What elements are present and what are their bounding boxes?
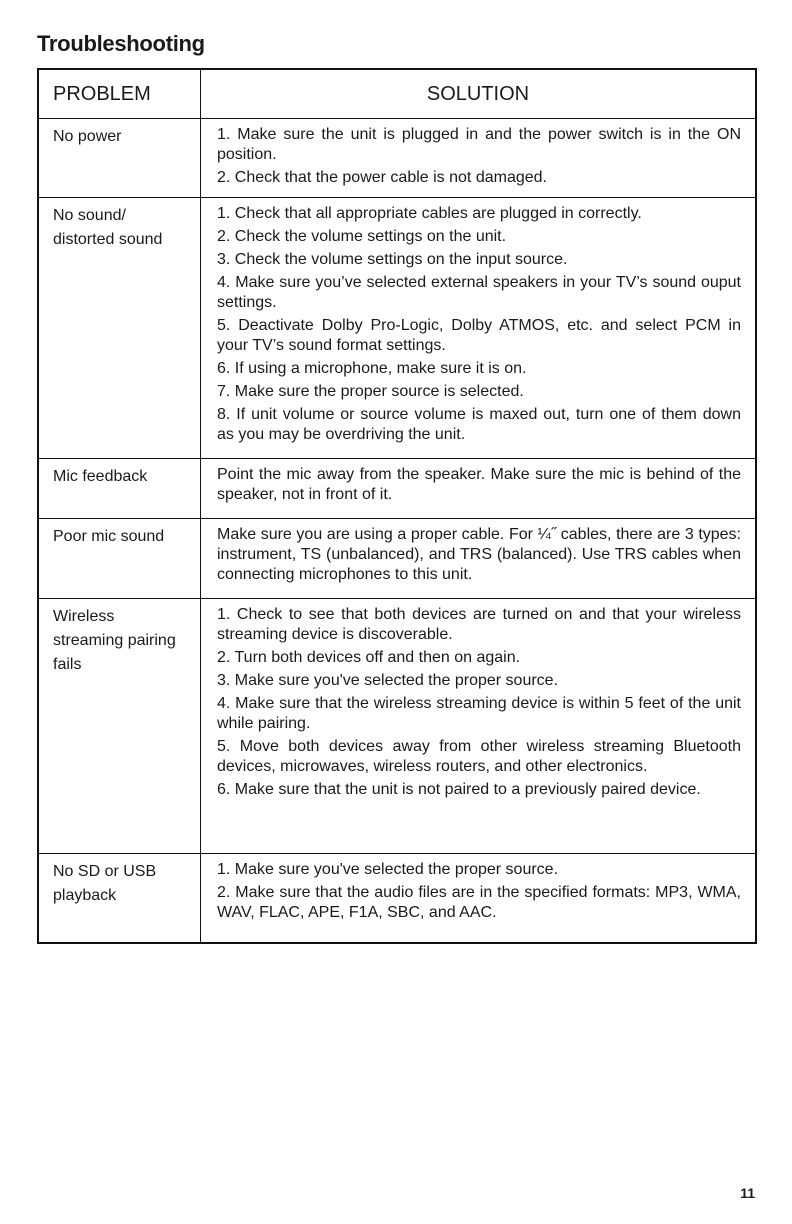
solution-step: Point the mic away from the speaker. Make sure the mic is behind of the speaker, not in front of it. <box>217 466 741 503</box>
table-row <box>38 854 756 943</box>
problem-text: No power <box>53 128 122 145</box>
solution-step: 8. If unit volume or source volume is maxed out, turn one of them down as you may be overdriving the unit. <box>217 406 741 443</box>
problem-cell <box>38 519 201 599</box>
problem-header: PROBLEM <box>38 69 201 119</box>
page-title: Troubleshooting <box>37 31 205 56</box>
solution-step: 1. Make sure the unit is plugged in and the power switch is in the ON position. <box>217 126 741 163</box>
solution-step: 7. Make sure the proper source is selected. <box>217 383 524 400</box>
problem-cell <box>38 119 201 198</box>
solution-cell <box>201 459 757 519</box>
solution-step: 1. Check that all appropriate cables are plugged in correctly. <box>217 205 642 222</box>
table-row <box>38 459 756 519</box>
table-row <box>38 119 756 198</box>
solution-step: 3. Make sure you've selected the proper source. <box>217 672 559 689</box>
page-number: 11 <box>740 1185 755 1201</box>
table-row <box>38 198 756 459</box>
solution-cell <box>201 854 757 943</box>
solution-cell <box>201 119 757 198</box>
solution-step: 2. Turn both devices off and then on again. <box>217 649 521 666</box>
problem-text: Mic feedback <box>53 468 148 485</box>
solution-cell <box>201 599 757 854</box>
problem-text: streaming pairing <box>53 632 176 649</box>
problem-text: Poor mic sound <box>53 528 165 545</box>
solution-step: 2. Check that the power cable is not damaged. <box>217 169 547 186</box>
table-row <box>38 599 756 854</box>
table-row <box>38 519 756 599</box>
problem-text: playback <box>53 887 117 904</box>
problem-text: No sound/ <box>53 207 126 224</box>
solution-step: 2. Check the volume settings on the unit. <box>217 228 507 245</box>
problem-text: fails <box>53 656 82 673</box>
solution-step: Make sure you are using a proper cable. For ¼˝ cables, there are 3 types: instrument, TS (unbalanced), and TRS (balanced). Use TRS cables when connecting microphones to this unit. <box>217 526 741 583</box>
problem-cell <box>38 854 201 943</box>
solution-header: SOLUTION <box>201 69 757 119</box>
problem-cell <box>38 599 201 854</box>
solution-step: 2. Make sure that the audio files are in the specified formats: MP3, WMA, WAV, FLAC, APE, F1A, SBC, and AAC. <box>217 884 741 921</box>
troubleshooting-table <box>37 68 757 944</box>
problem-cell <box>38 459 201 519</box>
solution-cell <box>201 198 757 459</box>
solution-step: 4. Make sure that the wireless streaming device is within 5 feet of the unit while pairing. <box>217 695 741 732</box>
problem-text: distorted sound <box>53 231 163 248</box>
solution-step: 5. Deactivate Dolby Pro-Logic, Dolby ATMOS, etc. and select PCM in your TV’s sound format settings. <box>217 317 741 354</box>
solution-step: 1. Make sure you've selected the proper source. <box>217 861 559 878</box>
solution-step: 5. Move both devices away from other wireless streaming Bluetooth devices, microwaves, wireless routers, and other electronics. <box>217 738 741 775</box>
solution-cell <box>201 519 757 599</box>
solution-step: 6. If using a microphone, make sure it is on. <box>217 360 527 377</box>
solution-step: 6. Make sure that the unit is not paired to a previously paired device. <box>217 781 701 798</box>
problem-text: No SD or USB <box>53 863 157 880</box>
solution-step: 3. Check the volume settings on the input source. <box>217 251 568 268</box>
solution-step: 4. Make sure you’ve selected external speakers in your TV’s sound ouput settings. <box>217 274 741 311</box>
problem-cell <box>38 198 201 459</box>
solution-step: 1. Check to see that both devices are turned on and that your wireless streaming device is discoverable. <box>217 606 741 643</box>
table-header-row <box>38 69 756 119</box>
problem-text: Wireless <box>53 608 115 625</box>
